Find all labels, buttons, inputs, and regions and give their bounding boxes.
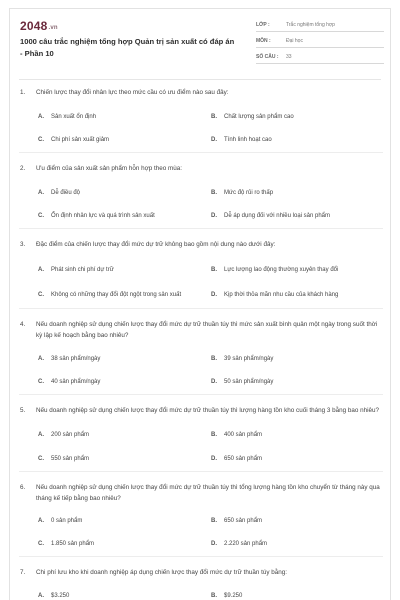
question-text: Ưu điểm của sản xuất sản phẩm hỗn hợp theo mùa: [36, 165, 183, 172]
answer-option[interactable] [211, 129, 384, 152]
option-letter: A. [38, 267, 44, 273]
meta-key: MÔN : [256, 38, 271, 44]
option-letter: D. [211, 213, 217, 219]
answer-options [38, 510, 382, 556]
option-letter: D. [211, 292, 217, 298]
answer-options [38, 348, 382, 394]
question-number: 1. [20, 89, 26, 96]
answer-option[interactable] [38, 129, 211, 152]
answer-option[interactable] [211, 585, 384, 600]
option-letter: C. [38, 541, 44, 547]
option-text: 550 sản phẩm [51, 455, 90, 462]
answer-option[interactable] [38, 348, 211, 371]
question-text: Nếu doanh nghiệp sử dụng chiến lược thay đổi mức dự trữ thuần túy thì tổng lượng hàng tồn kho chuyển từ tháng này qua tháng kế tiếp bằng bao nhiêu? [36, 484, 380, 502]
question-separator [19, 152, 383, 153]
option-text: 0 sản phẩm [51, 518, 83, 524]
question-text: Chi phí lưu kho khi doanh nghiệp áp dụng chiến lược thay đổi mức dự trữ thuần túy bằng: [36, 569, 287, 576]
question-heading [20, 87, 382, 98]
answer-option[interactable] [211, 182, 384, 205]
answer-option[interactable] [38, 182, 211, 205]
option-text: Không có những thay đổi đột ngột trong sản xuất [51, 292, 182, 298]
question-text: Chiến lược thay đổi nhân lực theo mức cầu có ưu điểm nào sau đây: [36, 89, 229, 96]
option-letter: B. [211, 356, 217, 362]
answer-option[interactable] [38, 283, 211, 308]
option-letter: B. [211, 593, 217, 599]
option-letter: A. [38, 518, 44, 524]
option-letter: D. [211, 455, 217, 462]
question-number: 5. [20, 407, 26, 414]
answer-option[interactable] [38, 533, 211, 556]
option-text: 40 sản phẩm/ngày [51, 379, 101, 385]
question-number: 2. [20, 165, 26, 172]
question-separator [19, 228, 383, 229]
option-letter: A. [38, 593, 44, 599]
answer-option[interactable] [211, 371, 384, 394]
question-heading [20, 567, 382, 578]
answer-option[interactable] [211, 510, 384, 533]
answer-option[interactable] [38, 106, 211, 129]
option-text: Mức độ rủi ro thấp [224, 190, 274, 196]
document-page [9, 8, 391, 600]
question-item [20, 482, 382, 556]
option-text: 39 sản phẩm/ngày [224, 356, 274, 362]
meta-key: LỚP : [256, 22, 270, 28]
option-text: Dễ áp dụng đối với nhiều loại sản phẩm [224, 213, 331, 219]
header-divider [19, 79, 381, 80]
answer-option[interactable] [211, 106, 384, 129]
option-text: Sản xuất ổn định [51, 114, 97, 120]
meta-row-subject [256, 35, 384, 48]
meta-value: Đại học [286, 38, 303, 44]
site-logo[interactable]: 2048.vn [20, 19, 58, 33]
question-separator [19, 308, 383, 309]
meta-key: SỐ CÂU : [256, 54, 279, 60]
option-letter: C. [38, 213, 44, 219]
option-letter: B. [211, 518, 217, 524]
option-text: Tính linh hoạt cao [224, 137, 272, 143]
answer-option[interactable] [38, 447, 211, 471]
option-text: Kịp thời thỏa mãn nhu cầu của khách hàng [224, 292, 339, 298]
question-item [20, 319, 382, 394]
option-text: $9.250 [224, 593, 243, 599]
question-heading [20, 482, 382, 504]
option-text: 650 sản phẩm [224, 455, 263, 462]
document-title: 1000 câu trắc nghiệm tổng hợp Quản trị sản xuất có đáp án - Phần 10 [20, 37, 235, 58]
option-letter: B. [211, 431, 217, 438]
meta-value: Trắc nghiệm tổng hợp [286, 22, 335, 28]
option-letter: C. [38, 292, 44, 298]
answer-options [38, 106, 382, 152]
question-item [20, 405, 382, 471]
option-text: 400 sản phẩm [224, 431, 263, 438]
meta-row-count [256, 51, 384, 64]
option-text: 50 sản phẩm/ngày [224, 379, 274, 385]
option-text: Phát sinh chi phí dự trữ [51, 267, 114, 273]
question-number: 7. [20, 569, 26, 576]
option-text: Dễ điều độ [51, 190, 81, 196]
question-number: 4. [20, 321, 26, 328]
answer-option[interactable] [38, 585, 211, 600]
answer-option[interactable] [38, 423, 211, 447]
option-letter: A. [38, 356, 44, 362]
answer-option[interactable] [211, 423, 384, 447]
document-header [10, 9, 390, 73]
answer-options [38, 585, 382, 600]
option-letter: D. [211, 379, 217, 385]
answer-option[interactable] [211, 205, 384, 228]
answer-option[interactable] [211, 533, 384, 556]
answer-options [38, 423, 382, 471]
option-text: Chất lượng sản phẩm cao [224, 114, 294, 120]
answer-option[interactable] [38, 371, 211, 394]
answer-option[interactable] [38, 258, 211, 283]
question-item [20, 87, 382, 152]
option-letter: B. [211, 190, 217, 196]
question-text: Nếu doanh nghiệp sử dụng chiến lược thay đổi mức dự trữ thuần túy thì mức sản xuất bình quân một ngày trong suốt thời kỳ lập kế hoạch bằng bao nhiêu? [36, 321, 378, 339]
option-text: Chi phí sản xuất giảm [51, 137, 110, 143]
question-text: Nếu doanh nghiệp sử dụng chiến lược thay đổi mức dự trữ thuần túy thì lượng hàng tồn kho cuối tháng 3 bằng bao nhiêu? [36, 407, 380, 414]
question-heading [20, 319, 382, 341]
option-letter: B. [211, 114, 217, 120]
answer-option[interactable] [211, 258, 384, 283]
option-text: 650 sản phẩm [224, 518, 263, 524]
question-item [20, 567, 382, 600]
question-separator [19, 394, 383, 395]
option-letter: A. [38, 190, 44, 196]
option-text: 1.850 sản phẩm [51, 541, 95, 547]
answer-option[interactable] [211, 447, 384, 471]
document-meta [256, 19, 384, 67]
answer-options [38, 258, 382, 308]
question-separator [19, 471, 383, 472]
option-text: 200 sản phẩm [51, 431, 90, 438]
option-letter: C. [38, 137, 44, 143]
question-number: 3. [20, 241, 26, 248]
question-text: Đặc điểm của chiến lược thay đổi mức dự trữ không bao gồm nội dung nào dưới đây: [36, 241, 276, 248]
option-letter: B. [211, 267, 217, 273]
question-list [20, 87, 382, 600]
question-heading [20, 405, 382, 416]
option-text: 38 sản phẩm/ngày [51, 356, 101, 362]
option-letter: C. [38, 455, 44, 462]
meta-value: 33 [286, 54, 292, 60]
answer-options [38, 182, 382, 228]
question-separator [19, 556, 383, 557]
option-letter: D. [211, 541, 217, 547]
option-letter: C. [38, 379, 44, 385]
option-text: Lực lượng lao động thường xuyên thay đổi [224, 267, 339, 273]
answer-option[interactable] [211, 283, 384, 308]
option-text: $3.250 [51, 593, 70, 599]
option-letter: A. [38, 114, 44, 120]
answer-option[interactable] [38, 510, 211, 533]
question-item [20, 163, 382, 228]
option-letter: A. [38, 431, 44, 438]
option-text: 2.220 sản phẩm [224, 541, 268, 547]
question-number: 6. [20, 484, 26, 491]
question-heading [20, 239, 382, 250]
option-text: Ổn định nhân lực và quá trình sản xuất [51, 213, 155, 219]
question-item [20, 239, 382, 308]
answer-option[interactable] [38, 205, 211, 228]
meta-row-class [256, 19, 384, 32]
option-letter: D. [211, 137, 217, 143]
answer-option[interactable] [211, 348, 384, 371]
question-heading [20, 163, 382, 174]
